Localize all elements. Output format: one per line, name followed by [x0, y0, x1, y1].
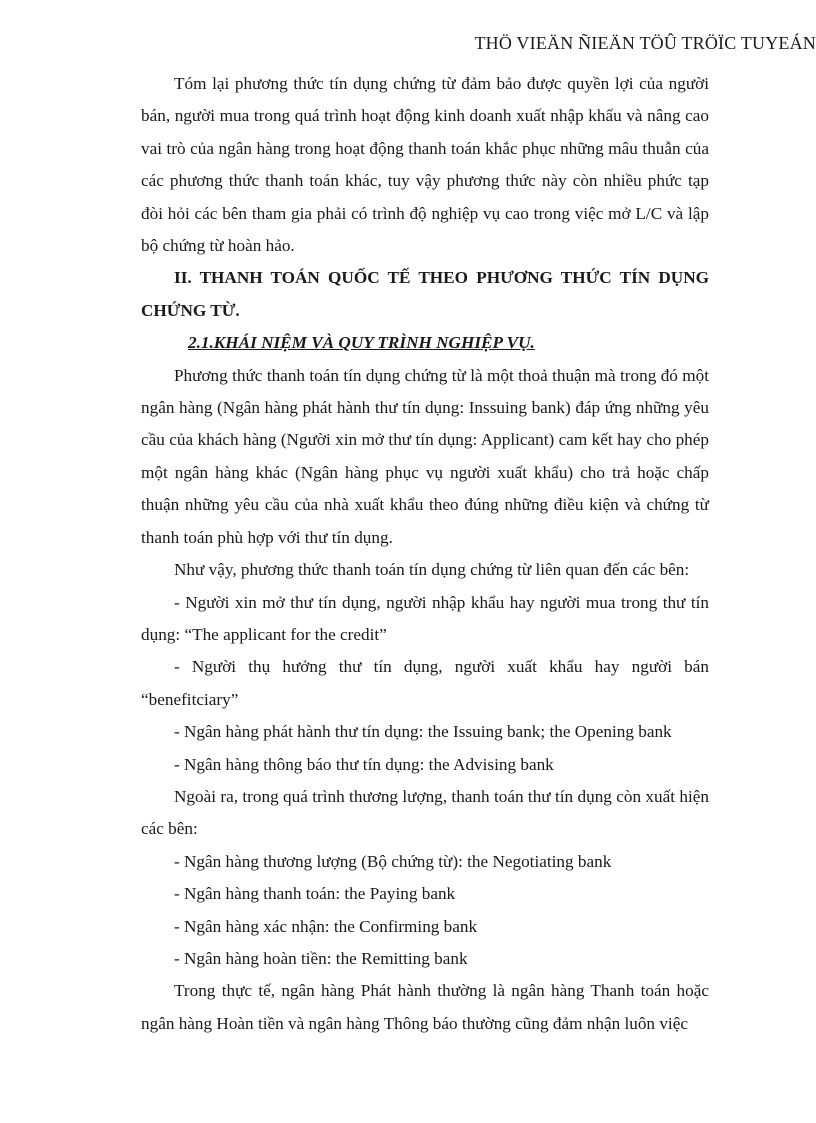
subsection-heading-2-1: 2.1.KHÁI NIỆM VÀ QUY TRÌNH NGHIỆP VỤ.: [188, 333, 535, 353]
paragraph-definition: Phương thức thanh toán tín dụng chứng từ là một thoả thuận mà trong đó một ngân hàng (Ngân hàng phát hành thư tín dụng: Inssuing bank) đáp ứng những yêu cầu của khách hàng (Người xin mở thư tín dụng: Applicant) cam kết hay cho phép một ngân hàng khác (Ngân hàng phục vụ người xuất khẩu) cho trả hoặc chấp thuận những yêu cầu của nhà xuất khẩu theo đúng những điều kiện và chứng từ thanh toán phù hợp với thư tín dụng.: [141, 365, 709, 547]
paragraph-other-parties: Ngoài ra, trong quá trình thương lượng, thanh toán thư tín dụng còn xuất hiện các bên:: [141, 786, 709, 839]
paragraph-in-practice: Trong thực tế, ngân hàng Phát hành thường là ngân hàng Thanh toán hoặc ngân hàng Hoàn tiền và ngân hàng Thông báo thường cũng đảm nhận luôn việc: [141, 981, 709, 1033]
list-item-applicant: - Người xin mở thư tín dụng, người nhập khẩu hay người mua trong thư tín dụng: “The applicant for the credit”: [141, 592, 709, 644]
list-item-paying-bank: - Ngân hàng thanh toán: the Paying bank: [174, 884, 456, 904]
list-item-negotiating-bank: - Ngân hàng thương lượng (Bộ chứng từ): the Negotiating bank: [174, 851, 612, 871]
paragraph-parties-intro: Như vậy, phương thức thanh toán tín dụng chứng từ liên quan đến các bên:: [174, 560, 690, 580]
document-body: [141, 68, 709, 1040]
list-item-advising-bank: - Ngân hàng thông báo thư tín dụng: the Advising bank: [174, 754, 554, 774]
list-item-issuing-bank: - Ngân hàng phát hành thư tín dụng: the Issuing bank; the Opening bank: [174, 722, 672, 742]
page-header: THÖ VIEÄN ÑIEÄN TÖÛ TRÖÏC TUYEÁN: [474, 33, 816, 53]
paragraph-summary: Tóm lại phương thức tín dụng chứng từ đảm bảo được quyền lợi của người bán, người mua trong quá trình hoạt động kinh doanh xuất nhập khẩu và nâng cao vai trò của ngân hàng trong hoạt động thanh toán khắc phục những mâu thuẫn của các phương thức thanh toán khác, tuy vậy phương thức này còn nhiều phức tạp đòi hỏi các bên tham gia phải có trình độ nghiệp vụ cao trong việc mở L/C và lập bộ chứng từ hoàn hảo.: [141, 74, 709, 256]
list-item-beneficiary: - Người thụ hưởng thư tín dụng, người xuất khẩu hay người bán “benefitciary”: [141, 657, 709, 709]
list-item-confirming-bank: - Ngân hàng xác nhận: the Confirming bank: [174, 916, 478, 936]
section-heading-ii: II. THANH TOÁN QUỐC TẾ THEO PHƯƠNG THỨC TÍN DỤNG CHỨNG TỪ.: [141, 268, 709, 320]
list-item-remitting-bank: - Ngân hàng hoàn tiền: the Remitting bank: [174, 948, 468, 968]
